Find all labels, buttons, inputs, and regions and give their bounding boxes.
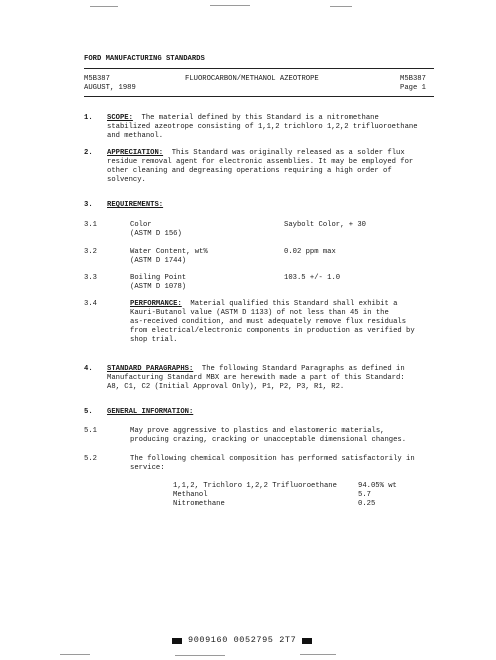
page-number: Page 1	[400, 84, 426, 92]
section-1-heading: SCOPE:	[107, 114, 133, 122]
scan-mark	[60, 654, 90, 655]
section-5-2-number: 5.2	[84, 455, 97, 463]
scan-mark	[300, 654, 336, 655]
section-5-2-line: service:	[130, 464, 165, 472]
company-name: FORD MANUFACTURING STANDARDS	[84, 55, 205, 63]
section-4-line: A8, C1, C2 (Initial Approval Only), P1, P2, P3, R1, R2.	[107, 383, 345, 391]
section-5-heading: GENERAL INFORMATION:	[107, 408, 194, 416]
section-1-line: stabilized azeotrope consisting of 1,1,2 trichloro 1,2,2 trifluoroethane	[107, 123, 418, 131]
barcode-text: 9009160 0052795 2T7	[188, 635, 297, 645]
requirement-method: (ASTM D 1078)	[130, 283, 187, 291]
scan-mark	[210, 5, 250, 6]
section-4-number: 4.	[84, 365, 93, 373]
section-4-line: Manufacturing Standard MBX are herewith made a part of this Standard:	[107, 374, 405, 382]
requirement-name: Boiling Point	[130, 274, 187, 282]
section-5-1-line: producing crazing, cracking or unacceptable dimensional changes.	[130, 436, 407, 444]
requirement-name: Water Content, wt%	[130, 248, 208, 256]
section-5-1-number: 5.1	[84, 427, 97, 435]
section-5-2-line: The following chemical composition has performed satisfactorily in	[130, 455, 415, 463]
section-3-4-line: as-received condition, and must adequately remove flux residuals	[130, 318, 407, 326]
header-rule-top	[84, 68, 434, 69]
doc-number-left: M5B387	[84, 75, 110, 83]
scan-mark	[175, 655, 225, 656]
section-3-4-line: Kauri-Butanol value (ASTM D 1133) of not less than 45 in the	[130, 309, 389, 317]
section-4-line: The following Standard Paragraphs as defined in	[201, 365, 405, 373]
section-5-number: 5.	[84, 408, 93, 416]
header-rule-bottom	[84, 96, 434, 97]
section-3-4-number: 3.4	[84, 300, 97, 308]
section-1-number: 1.	[84, 114, 93, 122]
requirement-value: 0.02 ppm max	[284, 248, 336, 256]
section-3-number: 3.	[84, 201, 93, 209]
composition-name: Nitromethane	[173, 500, 225, 508]
doc-number-right: M5B387	[400, 75, 426, 83]
section-2-number: 2.	[84, 149, 93, 157]
requirement-number: 3.2	[84, 248, 97, 256]
requirement-number: 3.1	[84, 221, 97, 229]
composition-value: 94.05% wt	[358, 482, 397, 490]
section-2-line: residue removal agent for electronic assemblies. It may be employed for	[107, 158, 414, 166]
composition-name: Methanol	[173, 491, 208, 499]
section-2-line: solvency.	[107, 176, 146, 184]
composition-value: 5.7	[358, 491, 371, 499]
requirement-value: 103.5 +/- 1.0	[284, 274, 341, 282]
requirement-method: (ASTM D 1744)	[130, 257, 187, 265]
section-4-heading: STANDARD PARAGRAPHS:	[107, 365, 194, 373]
scan-mark	[90, 6, 118, 7]
section-1-body	[107, 114, 437, 141]
section-3-4-body	[130, 300, 440, 345]
scan-mark	[330, 6, 352, 7]
section-5-1-line: May prove aggressive to plastics and elastomeric materials,	[130, 427, 385, 435]
section-3-4-line: shop trial.	[130, 336, 178, 344]
section-5-2-body	[130, 455, 440, 473]
section-5-1-body	[130, 427, 440, 445]
section-2-line: other cleaning and degreasing operations requiring a high order of	[107, 167, 392, 175]
section-1-line: and methanol.	[107, 132, 164, 140]
composition-value: 0.25	[358, 500, 376, 508]
requirement-method: (ASTM D 156)	[130, 230, 182, 238]
requirement-name: Color	[130, 221, 152, 229]
section-2-body	[107, 149, 437, 185]
section-1-line: The material defined by this Standard is a nitromethane	[141, 114, 379, 122]
composition-name: 1,1,2, Trichloro 1,2,2 Trifluoroethane	[173, 482, 337, 490]
section-3-4-line: Material qualified this Standard shall exhibit a	[190, 300, 398, 308]
barcode-block-right	[302, 638, 312, 644]
doc-date: AUGUST, 1989	[84, 84, 136, 92]
section-2-heading: APPRECIATION:	[107, 149, 164, 157]
barcode-block-left	[172, 638, 182, 644]
doc-title: FLUOROCARBON/METHANOL AZEOTROPE	[185, 75, 319, 83]
requirement-number: 3.3	[84, 274, 97, 282]
requirement-value: Saybolt Color, + 30	[284, 221, 366, 229]
section-3-4-heading: PERFORMANCE:	[130, 300, 182, 308]
section-3-heading: REQUIREMENTS:	[107, 201, 164, 209]
section-2-line: This Standard was originally released as a solder flux	[171, 149, 405, 157]
section-3-4-line: from electrical/electronic components in production as verified by	[130, 327, 415, 335]
section-4-body	[107, 365, 439, 392]
